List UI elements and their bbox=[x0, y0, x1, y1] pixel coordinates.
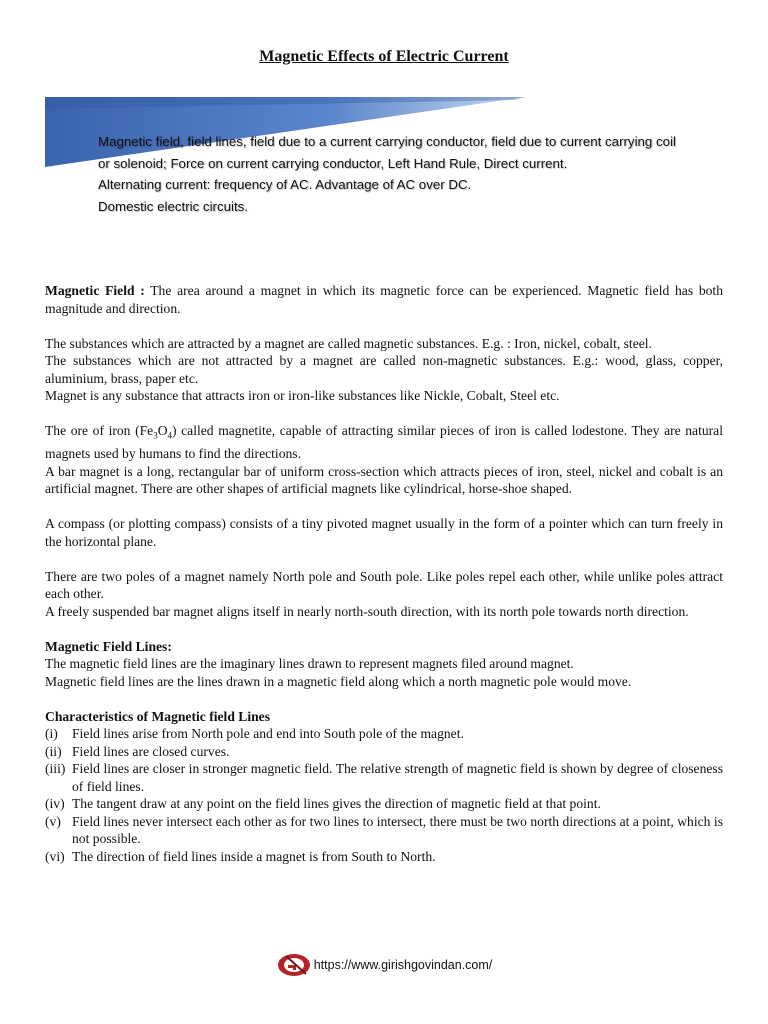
topics-list bbox=[98, 131, 738, 217]
magnet-definition-text: Magnet is any substance that attracts iron or iron-like substances like Nickle, Cobalt, Steel etc. bbox=[45, 388, 560, 403]
bar-magnet-text: A bar magnet is a long, rectangular bar of uniform cross-section which attracts pieces of iron, steel, nickel and cobalt is an artificial magnet. There are other shapes of artificial magnets like cylindrical, horse-shoe shaped. bbox=[45, 463, 723, 497]
list-item: (iii) Field lines are closer in stronger magnetic field. The relative strength of magnetic field is shown by degree of closeness of field lines. bbox=[45, 761, 723, 794]
field-lines-text: The magnetic field lines are the imaginary lines drawn to represent magnets filed around magnet. bbox=[45, 656, 574, 672]
page-footer bbox=[0, 950, 768, 980]
substances-paragraph bbox=[45, 335, 723, 405]
page-title: Magnetic Effects of Electric Current bbox=[259, 48, 509, 65]
characteristics-section bbox=[45, 708, 723, 866]
list-item: (ii) Field lines are closed curves. bbox=[45, 743, 230, 759]
g-logo-icon bbox=[276, 952, 312, 978]
poles-text: There are two poles of a magnet namely North pole and South pole. Like poles repel each other, while unlike poles attract each other. bbox=[45, 568, 723, 602]
suspended-magnet-text: A freely suspended bar magnet aligns itself in nearly north-south direction, with its north pole towards north direction. bbox=[45, 603, 689, 619]
topic-line: Alternating current: frequency of AC. Advantage of AC over DC. bbox=[98, 177, 472, 192]
poles-paragraph bbox=[45, 568, 723, 621]
lodestone-paragraph bbox=[45, 422, 723, 498]
topic-line: Magnetic field, field lines, field due to a current carrying conductor, field due to current carrying coil bbox=[98, 134, 676, 149]
magnetic-field-paragraph bbox=[45, 282, 723, 317]
main-content bbox=[45, 282, 723, 883]
list-item: (vi) The direction of field lines inside a magnet is from South to North. bbox=[45, 848, 436, 864]
non-magnetic-substances-text: The substances which are not attracted by a magnet are called non-magnetic substances. E.g.: wood, glass, copper, aluminium, brass, paper etc. bbox=[45, 353, 723, 386]
field-lines-text: Magnetic field lines are the lines drawn in a magnetic field along which a north magnetic pole would move. bbox=[45, 673, 632, 689]
magnetic-substances-text: The substances which are attracted by a magnet are called magnetic substances. E.g. : Iron, nickel, cobalt, steel. bbox=[45, 335, 652, 351]
topic-line: or solenoid; Force on current carrying conductor, Left Hand Rule, Direct current. bbox=[98, 155, 568, 171]
field-lines-section bbox=[45, 638, 723, 691]
list-item: (iv) The tangent draw at any point on the field lines gives the direction of magnetic field at that point. bbox=[45, 796, 601, 812]
characteristics-list bbox=[45, 725, 723, 865]
field-lines-heading: Magnetic Field Lines: bbox=[45, 638, 172, 654]
website-link[interactable]: https://www.girishgovindan.com/ bbox=[313, 958, 493, 972]
compass-paragraph bbox=[45, 515, 723, 550]
lodestone-text: The ore of iron $(Fe_3O_4)$ called magnetite, capable of attracting similar pieces of iron is called lodestone. They are natural magnets used by humans to find the directions. bbox=[45, 423, 723, 462]
characteristics-heading: Characteristics of Magnetic field Lines bbox=[45, 708, 271, 724]
list-item: (i) Field lines arise from North pole and end into South pole of the magnet. bbox=[45, 726, 464, 742]
magnetic-field-text: The area around a magnet in which its magnetic force can be experienced. Magnetic field has both magnitude and direction. bbox=[45, 283, 723, 316]
compass-text: A compass (or plotting compass) consists of a tiny pivoted magnet usually in the form of a pointer which can turn freely in the horizontal plane. bbox=[45, 516, 723, 549]
topic-line: Domestic electric circuits. bbox=[98, 198, 248, 214]
magnetic-field-label: Magnetic Field : bbox=[45, 283, 145, 298]
list-item: (v) Field lines never intersect each other as for two lines to intersect, there must be two north directions at a point, which is not possible. bbox=[45, 813, 723, 847]
